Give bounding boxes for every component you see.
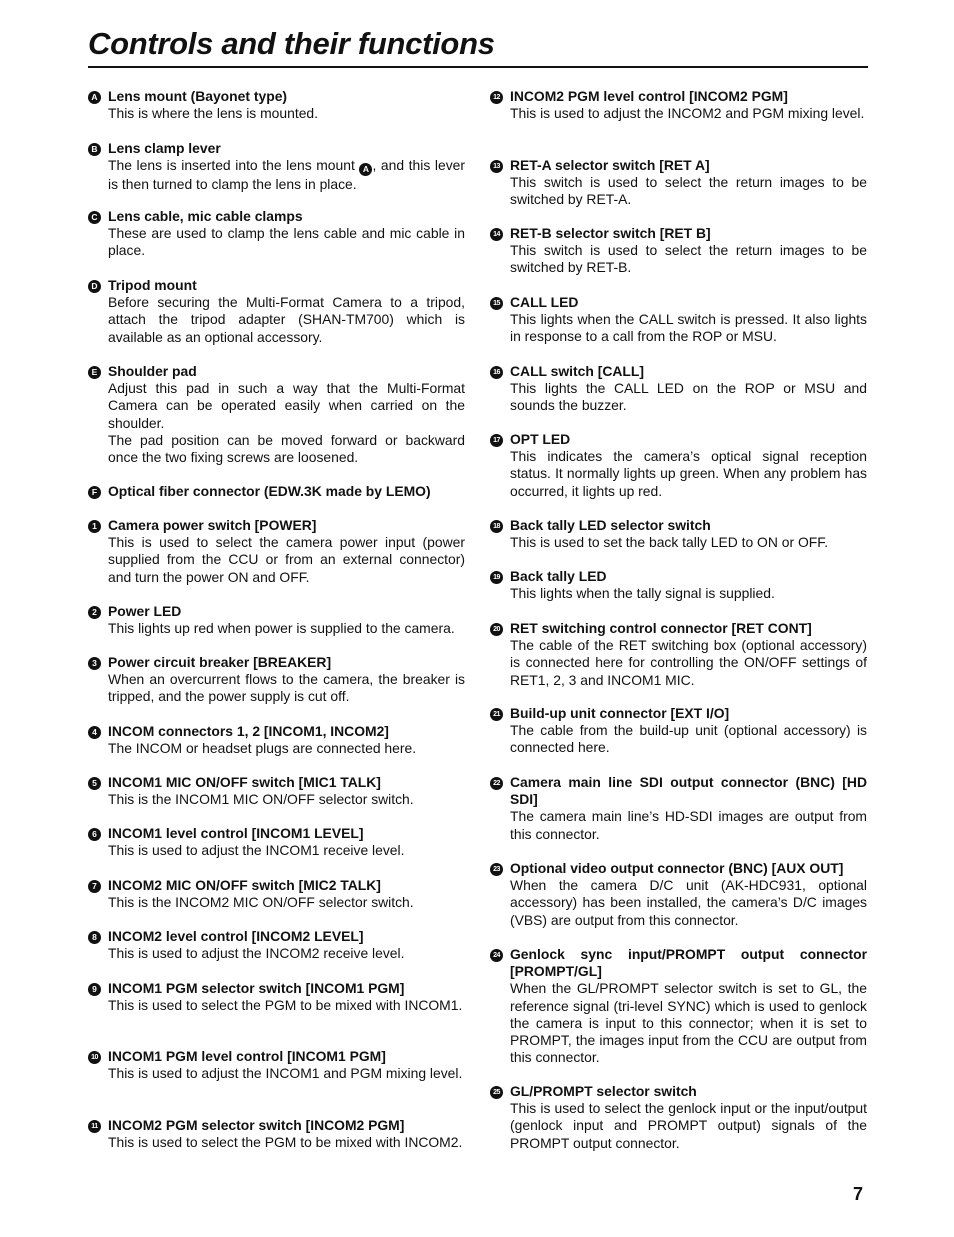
- control-item: [88, 980, 465, 1014]
- item-number-badge: 3: [88, 657, 101, 670]
- item-description: This is used to adjust the INCOM1 receive level.: [108, 842, 405, 859]
- item-title: Build-up unit connector [EXT I/O]: [510, 705, 730, 721]
- item-title: Camera power switch [POWER]: [108, 517, 317, 533]
- control-item: [88, 723, 465, 757]
- control-item: [88, 825, 465, 859]
- item-description: This is used to adjust the INCOM2 and PGM mixing level.: [510, 105, 865, 122]
- item-number-badge: 23: [490, 863, 503, 876]
- control-item: [88, 483, 465, 500]
- item-number-badge: 8: [88, 931, 101, 944]
- item-title: RET switching control connector [RET CONT]: [510, 620, 812, 636]
- item-number-badge: F: [88, 486, 101, 499]
- control-item: [88, 603, 465, 637]
- control-item: [490, 517, 867, 551]
- item-number-badge: 24: [490, 949, 503, 962]
- item-description: This lights the CALL LED on the ROP or MSU and sounds the buzzer.: [510, 380, 867, 414]
- item-title: RET-A selector switch [RET A]: [510, 157, 710, 173]
- item-title: Lens mount (Bayonet type): [108, 88, 288, 104]
- item-description: This is used to adjust the INCOM2 receive level.: [108, 945, 405, 962]
- control-item: [88, 774, 465, 808]
- item-description: This is used to select the PGM to be mixed with INCOM1.: [108, 997, 463, 1014]
- item-number-badge: 1: [88, 520, 101, 533]
- item-description: This is used to select the camera power input (power supplied from the CCU or from an external connector) and turn the power ON and OFF.: [108, 534, 465, 585]
- item-number-badge: 21: [490, 708, 503, 721]
- item-number-badge: E: [88, 366, 101, 379]
- control-item: [88, 363, 465, 466]
- item-description: The camera main line’s HD-SDI images are output from this connector.: [510, 808, 867, 842]
- item-number-badge: 7: [88, 880, 101, 893]
- item-title: Back tally LED selector switch: [510, 517, 711, 533]
- item-title: INCOM2 PGM level control [INCOM2 PGM]: [510, 88, 788, 104]
- item-title: INCOM1 level control [INCOM1 LEVEL]: [108, 825, 364, 841]
- item-title: Camera main line SDI output connector (BNC) [HD SDI]: [510, 774, 867, 808]
- page-title: Controls and their functions: [88, 26, 495, 61]
- control-item: [88, 277, 465, 346]
- item-number-badge: 19: [490, 571, 503, 584]
- item-description: When an overcurrent flows to the camera, the breaker is tripped, and the power supply is cut off.: [108, 671, 465, 705]
- item-description: This is the INCOM2 MIC ON/OFF selector switch.: [108, 894, 414, 911]
- item-number-badge: 4: [88, 726, 101, 739]
- item-title: INCOM2 MIC ON/OFF switch [MIC2 TALK]: [108, 877, 381, 893]
- item-title: Power LED: [108, 603, 182, 619]
- control-item: [88, 1048, 465, 1082]
- item-number-badge: 13: [490, 160, 503, 173]
- item-title: INCOM1 PGM level control [INCOM1 PGM]: [108, 1048, 386, 1064]
- item-description: When the camera D/C unit (AK-HDC931, optional accessory) has been installed, the camera’s D/C images (VBS) are output from this connector.: [510, 877, 867, 928]
- item-description: This is where the lens is mounted.: [108, 105, 319, 122]
- control-item: [88, 208, 465, 260]
- item-title: CALL switch [CALL]: [510, 363, 645, 379]
- item-title: CALL LED: [510, 294, 579, 310]
- item-title: INCOM1 PGM selector switch [INCOM1 PGM]: [108, 980, 405, 996]
- item-title: Power circuit breaker [BREAKER]: [108, 654, 332, 670]
- control-item: [88, 88, 465, 122]
- item-description: This indicates the camera’s optical signal reception status. It normally lights up green. When any problem has occurred, it lights up red.: [510, 448, 867, 499]
- item-title: Tripod mount: [108, 277, 197, 293]
- item-description: Adjust this pad in such a way that the Multi-Format Camera can be operated easily when carried on the shoulder.: [108, 380, 465, 431]
- item-number-badge: 17: [490, 434, 503, 447]
- control-item: [490, 431, 867, 500]
- item-number-badge: 25: [490, 1086, 503, 1099]
- item-title: INCOM2 level control [INCOM2 LEVEL]: [108, 928, 364, 944]
- item-description: This lights up red when power is supplied to the camera.: [108, 620, 455, 637]
- item-description: This is used to select the PGM to be mixed with INCOM2.: [108, 1134, 463, 1151]
- item-number-badge: B: [88, 143, 101, 156]
- item-description: This switch is used to select the return images to be switched by RET-B.: [510, 242, 867, 276]
- item-description: When the GL/PROMPT selector switch is set to GL, the reference signal (tri-level SYNC) which is used to genlock the camera is input to this connector; when it is set to PROMPT, the images input from the CCU are output from this connector.: [510, 980, 867, 1066]
- item-description: The cable of the RET switching box (optional accessory) is connected here for controlling the ON/OFF settings of RET1, 2, 3 and INCOM1 MIC.: [510, 637, 867, 688]
- item-description: The pad position can be moved forward or backward once the two fixing screws are loosened.: [108, 431, 465, 466]
- control-item: [490, 568, 867, 602]
- control-item: [490, 294, 867, 346]
- control-item: [88, 140, 465, 193]
- item-description: This is used to set the back tally LED to ON or OFF.: [510, 534, 829, 551]
- item-number-badge: 12: [490, 91, 503, 104]
- item-description: Before securing the Multi-Format Camera to a tripod, attach the tripod adapter (SHAN-TM700) which is available as an optional accessory.: [108, 294, 465, 345]
- item-title: INCOM2 PGM selector switch [INCOM2 PGM]: [108, 1117, 405, 1133]
- description-text: The lens is inserted into the lens mount: [108, 157, 360, 174]
- item-title: Optional video output connector (BNC) [AUX OUT]: [510, 860, 844, 876]
- control-item: [490, 774, 867, 843]
- item-title: RET-B selector switch [RET B]: [510, 225, 711, 241]
- control-item: [88, 654, 465, 706]
- item-title: Optical fiber connector (EDW.3K made by LEMO): [108, 483, 431, 499]
- item-number-badge: 22: [490, 777, 503, 790]
- control-item: [88, 1117, 465, 1151]
- item-description: This is used to adjust the INCOM1 and PGM mixing level.: [108, 1065, 463, 1082]
- control-item: [490, 225, 867, 277]
- item-number-badge: 2: [88, 606, 101, 619]
- control-item: [88, 517, 465, 586]
- description-text: , and this lever is then turned to clamp the lens in place.: [108, 157, 465, 193]
- control-item: [490, 620, 867, 689]
- item-description: This is the INCOM1 MIC ON/OFF selector switch.: [108, 791, 414, 808]
- item-description: This lights when the tally signal is supplied.: [510, 585, 775, 602]
- reference-badge: A: [359, 163, 372, 176]
- item-number-badge: 5: [88, 777, 101, 790]
- item-title: INCOM1 MIC ON/OFF switch [MIC1 TALK]: [108, 774, 381, 790]
- control-item: [490, 946, 867, 1066]
- item-description: The INCOM or headset plugs are connected here.: [108, 740, 417, 757]
- item-title: Lens cable, mic cable clamps: [108, 208, 303, 224]
- item-title: Genlock sync input/PROMPT output connector [PROMPT/GL]: [510, 946, 867, 980]
- item-number-badge: 10: [88, 1051, 101, 1064]
- item-number-badge: D: [88, 280, 101, 293]
- item-number-badge: 16: [490, 366, 503, 379]
- control-item: [490, 157, 867, 209]
- item-number-badge: 11: [88, 1120, 101, 1133]
- control-item: [490, 88, 867, 122]
- item-number-badge: 14: [490, 228, 503, 241]
- item-number-badge: 18: [490, 520, 503, 533]
- item-number-badge: 6: [88, 828, 101, 841]
- item-number-badge: C: [88, 211, 101, 224]
- control-item: [490, 1083, 867, 1152]
- title-divider: [88, 66, 868, 68]
- item-description: This is used to select the genlock input or the input/output (genlock input and PROMPT output) signals of the PROMPT output connector.: [510, 1100, 867, 1151]
- item-number-badge: 20: [490, 623, 503, 636]
- control-item: [88, 928, 465, 962]
- page-number: 7: [853, 1184, 864, 1204]
- item-description: This switch is used to select the return images to be switched by RET-A.: [510, 174, 867, 208]
- item-title: Back tally LED: [510, 568, 607, 584]
- item-number-badge: 15: [490, 297, 503, 310]
- control-item: [88, 877, 465, 911]
- control-item: [490, 860, 867, 929]
- item-title: Shoulder pad: [108, 363, 197, 379]
- item-description: The cable from the build-up unit (optional accessory) is connected here.: [510, 722, 867, 756]
- item-title: OPT LED: [510, 431, 571, 447]
- item-number-badge: A: [88, 91, 101, 104]
- item-title: INCOM connectors 1, 2 [INCOM1, INCOM2]: [108, 723, 389, 739]
- item-description: These are used to clamp the lens cable and mic cable in place.: [108, 225, 465, 259]
- control-item: [490, 705, 867, 757]
- item-description: [108, 157, 465, 193]
- control-item: [490, 363, 867, 415]
- item-title: Lens clamp lever: [108, 140, 221, 156]
- item-title: GL/PROMPT selector switch: [510, 1083, 697, 1099]
- item-description: This lights when the CALL switch is pressed. It also lights in response to a call from the ROP or MSU.: [510, 311, 867, 345]
- item-number-badge: 9: [88, 983, 101, 996]
